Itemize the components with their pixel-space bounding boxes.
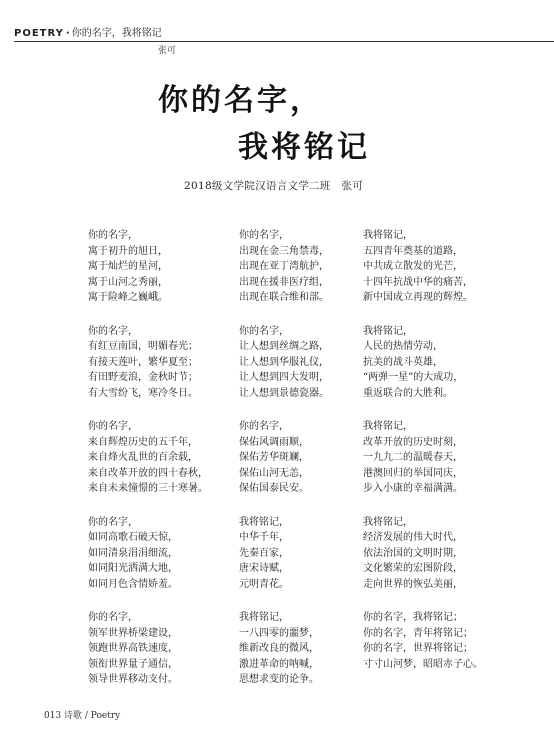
poem-line: 中共成立散发的光芒， [363, 261, 463, 272]
poem-line: 重返联合的大胜利。 [363, 387, 453, 399]
poem-line: 寓于灿烂的星河， [88, 261, 168, 272]
poem-line: 激进革命的呐喊， [239, 658, 319, 670]
poem-line: 人民的热情劳动， [363, 341, 443, 352]
poem-line: 抗美的战斗英雄， [363, 356, 443, 368]
poem-line: 你的名字，世界将铭记； [363, 643, 473, 654]
poem-line: 维新改良的微风， [239, 643, 319, 654]
running-header [14, 28, 162, 40]
poem-line: 你的名字， [88, 230, 138, 241]
header-section-title: 你的名字，我将铭记 [71, 28, 162, 39]
poem-line: 一九九二的温暖春天， [363, 452, 463, 463]
poem-stanza [88, 515, 253, 611]
poem-line: 来自未来憧憬的三十寒暑。 [88, 483, 208, 494]
poem-line: 有接天莲叶，繁华夏至； [88, 356, 198, 368]
poem-stanza [363, 419, 543, 515]
poem-line: 领跑世界高铁速度， [88, 643, 178, 654]
poem-line: 出现在援非医疗组， [239, 276, 329, 288]
poem-line: 保佑国泰民安。 [239, 483, 309, 494]
poem-line: 你的名字， [88, 325, 138, 337]
poem-line: “两弹一星”的大成功， [363, 372, 464, 383]
poem-line: 我将铭记， [363, 230, 413, 241]
poem-line: 文化繁荣的宏图阶段， [363, 563, 463, 574]
poem-line: 步入小康的幸福满满。 [363, 483, 463, 494]
poem-stanza [363, 228, 543, 324]
header-separator: · [65, 28, 70, 39]
poem-line: 唐宋诗赋， [239, 563, 289, 574]
poem-line: 让人想到四大发明， [239, 372, 329, 383]
poem-line: 出现在联合维和部。 [239, 292, 329, 303]
poem-line: 先秦百家， [239, 547, 289, 559]
poem-stanza [88, 228, 253, 324]
poem-line: 走向世界的恢弘美丽， [363, 578, 463, 590]
poem-title-line-2: 我将铭记 [238, 130, 370, 165]
poem-line: 领军世界桥梁建设， [88, 627, 178, 639]
poem-line: 让人想到华服礼仪， [239, 356, 329, 368]
poem-line: 经济发展的伟大时代， [363, 532, 463, 543]
poem-line: 五四青年奠基的道路， [363, 245, 463, 257]
poem-line: 保佑芳华斑斓， [239, 452, 309, 463]
poem-line: 有大雪纷飞，寒冷冬日。 [88, 387, 198, 399]
poem-line: 出现在金三角禁毒， [239, 245, 329, 257]
poem-line: 来自改革开放的四十春秋， [88, 467, 208, 479]
poem-line: 让人想到景德瓷器。 [239, 387, 329, 399]
poem-line: 我将铭记， [363, 325, 413, 337]
poem-line: 寸寸山河梦，昭昭赤子心。 [363, 658, 483, 670]
poem-line: 你的名字，我将铭记； [363, 612, 463, 623]
poem-line: 让人想到丝绸之路， [239, 341, 329, 352]
poem-line: 你的名字， [88, 421, 138, 432]
poem-line: 一八四零的噩梦， [239, 627, 319, 639]
poem-line: 依法治国的文明时期， [363, 547, 463, 559]
poem-line: 寓于险峰之巍峨。 [88, 292, 168, 303]
poem-column-1 [88, 228, 253, 706]
header-brand: POETRY [14, 28, 64, 39]
header-author: 张可 [158, 46, 177, 56]
poem-line: 港澳回归的举国同庆， [363, 467, 463, 479]
poem-line: 我将铭记， [363, 516, 413, 528]
header-rule [14, 41, 554, 42]
poem-line: 有红豆南国，明媚春光； [88, 341, 198, 352]
poem-line: 元明青花。 [239, 578, 289, 590]
poem-line: 改革开放的历史时刻， [363, 436, 463, 448]
poem-stanza [88, 419, 253, 515]
poem-title-line-1: 你的名字， [158, 83, 323, 118]
poem-line: 十四年抗战中华的痛苦， [363, 276, 473, 288]
poem-stanza [363, 610, 543, 706]
poem-line: 如同清泉涓涓细流， [88, 547, 178, 559]
poem-line: 你的名字， [239, 325, 289, 337]
poem-stanza [363, 324, 543, 420]
poem-stanza [88, 610, 253, 706]
poem-line: 如同月色含情娇羞。 [88, 578, 178, 590]
poem-line: 出现在亚丁湾航护， [239, 261, 329, 272]
poem-line: 保佑风调雨顺， [239, 436, 309, 448]
poem-line: 你的名字，青年将铭记； [363, 627, 473, 639]
poem-line: 你的名字， [239, 421, 289, 432]
poem-column-3 [363, 228, 543, 706]
page-footer: 013 诗歌 / Poetry [44, 711, 121, 721]
poem-stanza [363, 515, 543, 611]
poem-line: 领衔世界量子通信， [88, 658, 178, 670]
poem-line: 我将铭记， [363, 421, 413, 432]
poem-line: 寓于初升的旭日， [88, 245, 168, 257]
poem-line: 你的名字， [239, 230, 289, 241]
poem-line: 保佑山河无恙， [239, 467, 309, 479]
poem-line: 你的名字， [88, 612, 138, 623]
poem-line: 中华千年， [239, 532, 289, 543]
poem-line: 来自烽火乱世的百余载， [88, 452, 198, 463]
author-byline: 2018级文学院汉语言文学二班 张可 [184, 180, 364, 192]
poem-line: 如同阳光洒满大地， [88, 563, 178, 574]
poem-line: 来自辉煌历史的五千年， [88, 436, 198, 448]
poem-line: 领导世界移动支付。 [88, 674, 178, 685]
poem-line: 思想求变的论争。 [239, 674, 319, 685]
poem-line: 我将铭记， [239, 612, 289, 623]
poem-line: 寓于山河之秀丽， [88, 276, 168, 288]
poem-line: 我将铭记， [239, 516, 289, 528]
poem-stanza [88, 324, 253, 420]
poem-line: 新中国成立再现的辉煌。 [363, 292, 473, 303]
poem-line: 你的名字， [88, 516, 138, 528]
poem-line: 有田野麦浪，金秋时节； [88, 372, 198, 383]
poem-line: 如同高歌石破天惊， [88, 532, 178, 543]
